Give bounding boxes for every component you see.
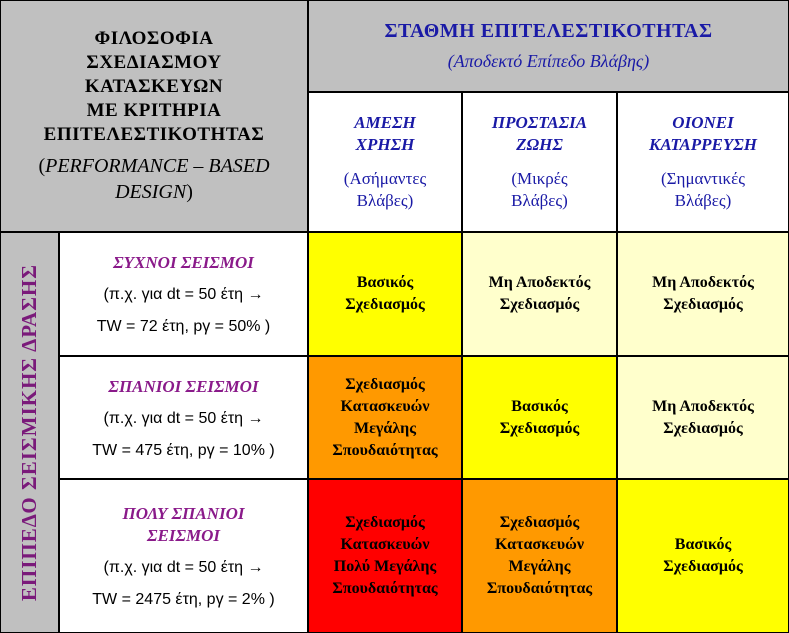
seismic-action-level-axis — [0, 232, 59, 633]
design-cell-text: Βασικός Σχεδιασμός — [345, 274, 425, 313]
performance-level-name: ΑΜΕΣΗ ΧΡΗΣΗ — [354, 113, 416, 154]
performance-level-life-safety — [462, 92, 617, 232]
paren-close: ) — [186, 181, 193, 203]
subtitle-performance-based: PERFORMANCE – BASED — [45, 155, 270, 177]
design-cell — [462, 479, 617, 633]
performance-level-near-collapse — [617, 92, 789, 232]
performance-level-immediate-use — [308, 92, 462, 232]
earthquake-very-rare — [59, 479, 308, 633]
earthquake-name: ΣΠΑΝΙΟΙ ΣΕΙΣΜΟΙ — [108, 376, 259, 396]
earthquake-return-line: TW = 72 έτη, pγ = 50% ) — [96, 318, 271, 335]
performance-level-name: ΟΙΟΝΕΙ ΚΑΤΑΡΡΕΥΣΗ — [649, 113, 757, 154]
design-cell — [308, 232, 462, 356]
performance-level-damage: (Σημαντικές Βλάβες) — [661, 169, 745, 210]
philosophy-subtitle — [38, 153, 269, 179]
design-cell — [462, 232, 617, 356]
design-cell — [308, 479, 462, 633]
performance-level-damage: (Μικρές Βλάβες) — [511, 169, 568, 210]
earthquake-rare — [59, 356, 308, 479]
performance-level-name: ΠΡΟΣΤΑΣΙΑ ΖΩΗΣ — [491, 113, 588, 154]
design-cell — [462, 356, 617, 479]
philosophy-title-line: ΦΙΛΟΣΟΦΙΑ — [94, 28, 214, 49]
design-cell — [308, 356, 462, 479]
earthquake-name: ΠΟΛΥ ΣΠΑΝΙΟΙ ΣΕΙΣΜΟΙ — [122, 504, 245, 545]
earthquake-return-line: TW = 2475 έτη, pγ = 2% ) — [92, 591, 275, 608]
earthquake-frequent — [59, 232, 308, 356]
performance-level-damage: (Ασήμαντες Βλάβες) — [343, 169, 427, 210]
paren-open: ( — [38, 155, 46, 177]
earthquake-name: ΣΥΧΝΟΙ ΣΕΙΣΜΟΙ — [113, 253, 254, 272]
design-cell-text: Μη Αποδεκτός Σχεδιασμός — [488, 274, 591, 313]
design-philosophy-header — [0, 0, 308, 232]
design-cell-text: Βασικός Σχεδιασμός — [499, 397, 580, 437]
subtitle-design: DESIGN — [115, 181, 187, 203]
design-cell-text: Σχεδιασμός Κατασκευών Πολύ Μεγάλης Σπουδαιότητας — [332, 514, 438, 597]
philosophy-title-line: ΣΧΕΔΙΑΣΜΟΥ — [86, 52, 222, 73]
design-cell — [617, 232, 789, 356]
earthquake-period-line: (π.χ. για dt = 50 έτη → — [103, 409, 264, 427]
philosophy-subtitle-2 — [115, 179, 193, 205]
performance-level-header — [308, 0, 789, 92]
design-cell — [617, 479, 789, 633]
performance-title: ΣΤΑΘΜΗ ΕΠΙΤΕΛΕΣΤΙΚΟΤΗΤΑΣ — [384, 20, 713, 42]
design-cell-text: Μη Αποδεκτός Σχεδιασμός — [652, 397, 754, 437]
philosophy-title-line: ΕΠΙΤΕΛΕΣΤΙΚΟΤΗΤΑΣ — [43, 124, 265, 145]
design-cell-text: Βασικός Σχεδιασμός — [663, 536, 743, 575]
design-cell-text: Σχεδιασμός Κατασκευών Μεγάλης Σπουδαιότητας — [332, 375, 438, 459]
earthquake-period-line: (π.χ. για dt = 50 έτη → — [103, 286, 264, 303]
earthquake-period-line: (π.χ. για dt = 50 έτη → — [103, 559, 264, 576]
philosophy-title-line: ΚΑΤΑΣΚΕΥΩΝ — [84, 76, 224, 97]
seismic-axis-label: ΕΠΙΠΕΔΟ ΣΕΙΣΜΙΚΗΣ ΔΡΑΣΗΣ — [17, 263, 41, 602]
design-cell — [617, 356, 789, 479]
earthquake-return-line: TW = 475 έτη, pγ = 10% ) — [92, 441, 275, 459]
performance-subtitle: (Αποδεκτό Επίπεδο Βλάβης) — [447, 51, 650, 71]
philosophy-title-line: ΜΕ ΚΡΙΤΗΡΙΑ — [86, 100, 222, 121]
design-cell-text: Σχεδιασμός Κατασκευών Μεγάλης Σπουδαιότητας — [486, 514, 593, 597]
design-cell-text: Μη Αποδεκτός Σχεδιασμός — [652, 274, 754, 313]
